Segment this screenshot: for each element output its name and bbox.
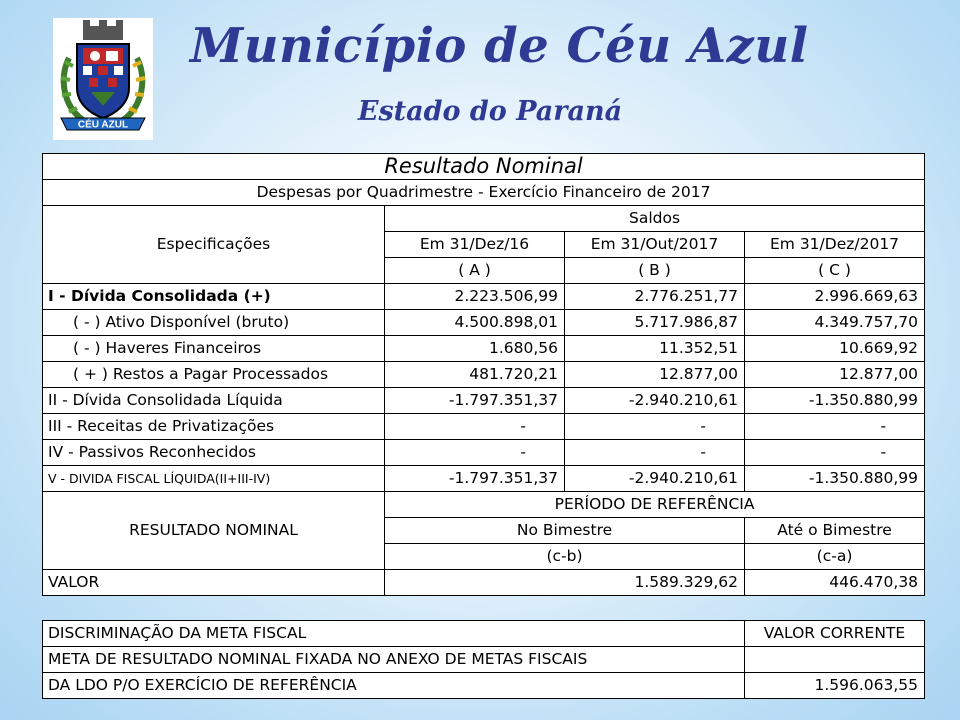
col-letter-c: ( C ) <box>745 258 925 284</box>
table-row <box>43 440 925 466</box>
no-bimestre-formula: (c-b) <box>385 544 745 570</box>
col-header-b: Em 31/Out/2017 <box>565 232 745 258</box>
no-bimestre-header: No Bimestre <box>385 518 745 544</box>
col-header-c: Em 31/Dez/2017 <box>745 232 925 258</box>
table-row <box>43 310 925 336</box>
ate-bimestre-header: Até o Bimestre <box>745 518 925 544</box>
cell-c: - <box>745 414 925 440</box>
table-row <box>43 388 925 414</box>
cell-b: -2.940.210,61 <box>565 466 745 492</box>
col-letter-b: ( B ) <box>565 258 745 284</box>
table-row <box>43 570 925 596</box>
cell-a: - <box>385 440 565 466</box>
cell-a: 4.500.898,01 <box>385 310 565 336</box>
table-row <box>43 284 925 310</box>
col-letter-a: ( A ) <box>385 258 565 284</box>
row-label: II - Dívida Consolidada Líquida <box>43 388 385 414</box>
spec-header: Especificações <box>43 206 385 284</box>
cell-b: 11.352,51 <box>565 336 745 362</box>
cell-c: - <box>745 440 925 466</box>
valor-no-bimestre: 1.589.329,62 <box>385 570 745 596</box>
row-label: III - Receitas de Privatizações <box>43 414 385 440</box>
page-header <box>0 0 960 150</box>
meta-fiscal-table <box>42 620 925 699</box>
cell-c: 12.877,00 <box>745 362 925 388</box>
valor-ate-bimestre: 446.470,38 <box>745 570 925 596</box>
cell-a: 1.680,56 <box>385 336 565 362</box>
meta-line-2: DA LDO P/O EXERCÍCIO DE REFERÊNCIA <box>43 673 745 699</box>
row-label: ( - ) Ativo Disponível (bruto) <box>43 310 385 336</box>
col-header-a: Em 31/Dez/16 <box>385 232 565 258</box>
discriminacao-label: DISCRIMINAÇÃO DA META FISCAL <box>43 621 745 647</box>
cell-b: 2.776.251,77 <box>565 284 745 310</box>
valor-label: VALOR <box>43 570 385 596</box>
ate-bimestre-formula: (c-a) <box>745 544 925 570</box>
meta-line-1: META DE RESULTADO NOMINAL FIXADA NO ANEXO DE METAS FISCAIS <box>43 647 745 673</box>
saldos-header: Saldos <box>385 206 925 232</box>
row-label: IV - Passivos Reconhecidos <box>43 440 385 466</box>
page-subtitle: Estado do Paraná <box>357 96 623 127</box>
meta-valor: 1.596.063,55 <box>745 673 925 699</box>
cell-a: 481.720,21 <box>385 362 565 388</box>
cell-b: - <box>565 414 745 440</box>
cell-c: -1.350.880,99 <box>745 466 925 492</box>
cell-b: -2.940.210,61 <box>565 388 745 414</box>
cell-c: -1.350.880,99 <box>745 388 925 414</box>
cell-a: -1.797.351,37 <box>385 388 565 414</box>
periodo-referencia-header: PERÍODO DE REFERÊNCIA <box>385 492 925 518</box>
cell-a: -1.797.351,37 <box>385 466 565 492</box>
cell-c: 2.996.669,63 <box>745 284 925 310</box>
svg-text:CÉU AZUL: CÉU AZUL <box>77 119 129 131</box>
table-row <box>43 336 925 362</box>
cell-b: 12.877,00 <box>565 362 745 388</box>
row-label: V - DIVIDA FISCAL LÍQUIDA(II+III-IV) <box>43 466 385 492</box>
cell-a: - <box>385 414 565 440</box>
table-subtitle: Despesas por Quadrimestre - Exercício Financeiro de 2017 <box>43 180 925 206</box>
row-label: ( - ) Haveres Financeiros <box>43 336 385 362</box>
municipal-crest-icon <box>53 18 153 140</box>
cell-a: 2.223.506,99 <box>385 284 565 310</box>
table-row <box>43 414 925 440</box>
table-row <box>43 362 925 388</box>
cell-b: 5.717.986,87 <box>565 310 745 336</box>
meta-empty-cell <box>745 647 925 673</box>
table-row <box>43 466 925 492</box>
page-title: Município de Céu Azul <box>190 18 809 74</box>
row-label: I - Dívida Consolidada (+) <box>43 284 385 310</box>
table-title: Resultado Nominal <box>43 154 925 180</box>
row-label: ( + ) Restos a Pagar Processados <box>43 362 385 388</box>
valor-corrente-header: VALOR CORRENTE <box>745 621 925 647</box>
cell-c: 4.349.757,70 <box>745 310 925 336</box>
resultado-nominal-label: RESULTADO NOMINAL <box>43 492 385 570</box>
cell-b: - <box>565 440 745 466</box>
resultado-nominal-table <box>42 153 925 596</box>
cell-c: 10.669,92 <box>745 336 925 362</box>
